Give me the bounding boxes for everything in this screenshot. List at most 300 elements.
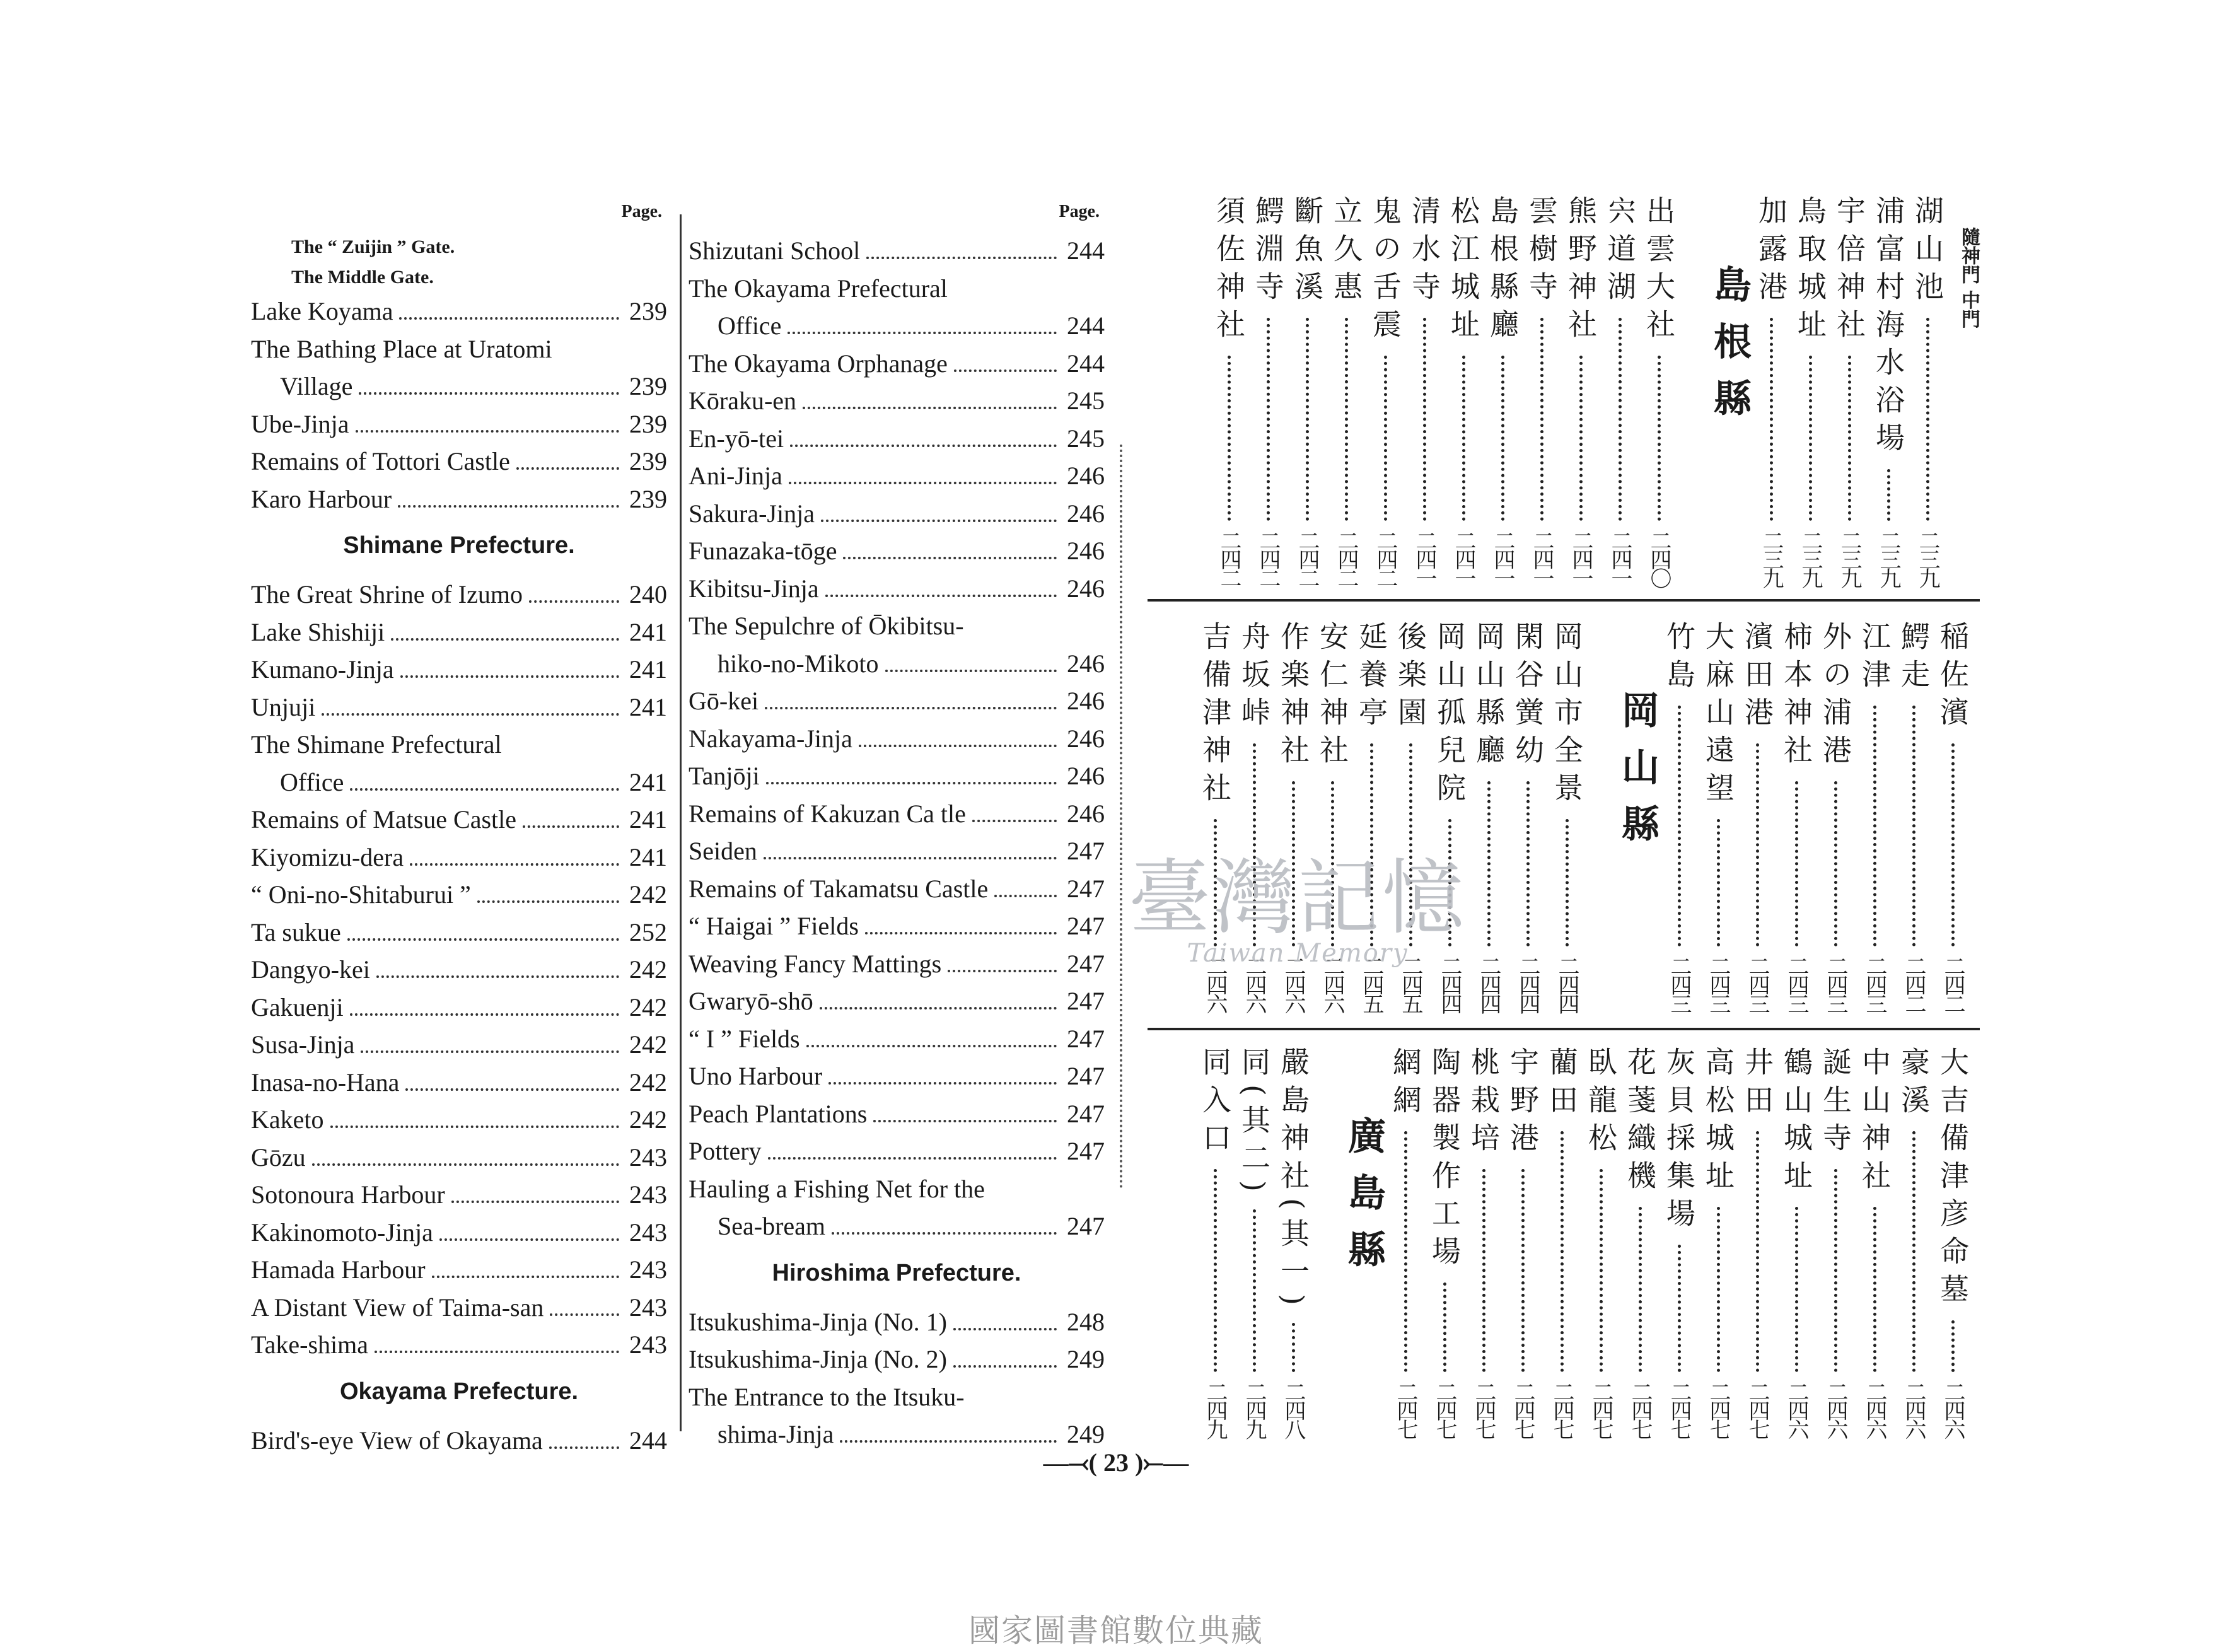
entry-page: 二四二	[1255, 530, 1281, 586]
index-entry	[689, 457, 1105, 495]
entry-title: “ Oni-no-Shitaburui ”	[251, 880, 471, 909]
dot-leader	[866, 257, 1057, 259]
entry-page: 二四三	[1823, 955, 1848, 1012]
entry-list-1	[251, 232, 667, 1459]
entry-page: 二四七	[1666, 1381, 1692, 1438]
entry-page: 二四七	[1627, 1381, 1653, 1438]
index-entry	[689, 1378, 1105, 1416]
entry-page: 二四二	[1373, 530, 1398, 586]
entry-page: 239	[629, 447, 667, 475]
index-entry-vertical	[1445, 195, 1482, 586]
entry-title: 松江城址	[1446, 195, 1480, 347]
index-entry	[251, 1139, 667, 1177]
entry-title: 外の浦港	[1818, 621, 1852, 772]
dot-leader	[1423, 318, 1426, 521]
index-entry	[251, 480, 667, 518]
dot-leader	[1678, 1245, 1681, 1372]
entry-title: Itsukushima-Jinja (No. 2)	[689, 1345, 947, 1373]
entry-page: 244	[629, 1426, 667, 1455]
entry-title: 竹島	[1662, 621, 1696, 697]
dot-leader	[994, 895, 1057, 897]
index-entry-vertical	[1543, 1047, 1580, 1438]
watermark-text: 臺灣記憶	[1129, 850, 1467, 946]
index-entry-vertical	[1523, 195, 1560, 586]
entry-page: 247	[1067, 1212, 1105, 1240]
dot-leader	[410, 863, 619, 866]
dot-leader	[398, 505, 619, 508]
entry-title: The Shimane Prefectural	[251, 730, 502, 759]
entry-title: Karo Harbour	[251, 484, 392, 513]
section-heading: Hiroshima Prefecture.	[772, 1259, 1021, 1286]
dot-leader	[766, 782, 1057, 784]
entry-page: 244	[1067, 236, 1105, 265]
entry-page: 247	[1067, 987, 1105, 1015]
index-entry	[689, 570, 1105, 608]
dot-leader	[375, 1351, 619, 1353]
dot-leader	[1951, 743, 1955, 946]
entry-page: 247	[1067, 1062, 1105, 1090]
entry-title: 嚴島神社(其一)	[1276, 1047, 1310, 1314]
index-entry	[251, 1251, 667, 1289]
dot-leader	[439, 1238, 619, 1241]
entry-title: Unjuji	[251, 692, 316, 721]
entry-title: Itsukushima-Jinja (No. 1)	[689, 1307, 947, 1336]
dot-leader	[1926, 318, 1929, 521]
entry-title: 同入口	[1198, 1047, 1232, 1160]
entry-title: hiko-no-Mikoto	[718, 649, 879, 678]
dot-leader	[828, 1082, 1057, 1085]
entry-page: 244	[1067, 349, 1105, 378]
entry-page: 二四三	[1784, 955, 1809, 1012]
entry-title: Tanjōji	[689, 762, 760, 790]
dot-leader	[1487, 781, 1491, 946]
dot-leader	[768, 1157, 1057, 1160]
section-divider	[1148, 1028, 1980, 1030]
entry-page: 241	[629, 617, 667, 646]
index-entry	[689, 1303, 1105, 1341]
entry-page: 二四三	[1745, 955, 1770, 1012]
dot-leader	[399, 317, 619, 320]
index-entry	[251, 801, 667, 839]
index-entry-vertical	[1739, 621, 1776, 1012]
index-entry	[251, 1289, 667, 1327]
entry-title: 舟坂峠	[1237, 621, 1271, 735]
entry-page: 二四五	[1359, 955, 1384, 1012]
entry-title: Sea-bream	[718, 1212, 826, 1240]
index-entry	[689, 495, 1105, 533]
entry-page: 240	[629, 580, 667, 608]
dot-leader	[1521, 1169, 1525, 1372]
index-entry	[689, 345, 1105, 383]
index-entry	[689, 1095, 1105, 1133]
index-entry-vertical	[1387, 1047, 1424, 1438]
entry-title: Sakura-Jinja	[689, 499, 815, 528]
dot-leader	[788, 332, 1057, 334]
dot-leader	[350, 788, 619, 791]
index-entry	[251, 651, 667, 689]
entry-page: 243	[629, 1293, 667, 1322]
dot-leader	[1795, 781, 1798, 946]
entry-title: 花菚織機	[1623, 1047, 1657, 1198]
index-entry-vertical	[1934, 1047, 1971, 1438]
index-entry	[689, 795, 1105, 833]
entry-page: 241	[629, 692, 667, 721]
dot-leader	[359, 392, 619, 395]
dot-leader	[832, 1232, 1057, 1235]
entry-title: 桃栽培	[1467, 1047, 1501, 1160]
entry-page: 二四一	[1451, 530, 1476, 586]
entry-title: Bird's-eye View of Okayama	[251, 1426, 543, 1455]
entry-page: 二四二	[1216, 530, 1241, 586]
entry-title: Susa-Jinja	[251, 1030, 355, 1059]
entry-page: 246	[1067, 799, 1105, 828]
index-entry	[689, 720, 1105, 758]
index-entry	[689, 420, 1105, 458]
dot-leader	[405, 1088, 619, 1091]
entry-page: 二四六	[1784, 1381, 1809, 1438]
entry-title: 中山神社	[1857, 1047, 1892, 1198]
index-entry	[251, 726, 667, 764]
entry-title: The Great Shrine of Izumo	[251, 580, 523, 608]
index-subentry: The “ Zuijin ” Gate.	[291, 236, 455, 257]
index-entry-vertical	[1549, 621, 1585, 1012]
entry-page: 248	[1067, 1307, 1105, 1336]
entry-page: 239	[629, 372, 667, 400]
index-entry	[251, 876, 667, 914]
entry-page: 247	[1067, 949, 1105, 978]
entry-page: 247	[1067, 1024, 1105, 1053]
entry-page: 243	[629, 1218, 667, 1247]
entry-page: 241	[629, 767, 667, 796]
entry-title: Peach Plantations	[689, 1099, 868, 1128]
index-entry	[689, 232, 1105, 270]
entry-title: 島根縣廳	[1485, 195, 1520, 347]
entry-title: 井田	[1740, 1047, 1774, 1122]
entry-page: 246	[1067, 574, 1105, 603]
index-entry-vertical	[1484, 195, 1521, 586]
entry-title: 稲佐濱	[1936, 621, 1970, 735]
entry-title: The Entrance to the Itsuku-	[689, 1382, 965, 1411]
entry-title: Take-shima	[251, 1330, 369, 1359]
index-entry-vertical	[1601, 195, 1638, 586]
entry-title: Kumano-Jinja	[251, 655, 394, 683]
entry-page: 247	[1067, 874, 1105, 903]
entry-page: 247	[1067, 912, 1105, 940]
entry-title: Hamada Harbour	[251, 1255, 426, 1284]
entry-title: 熊野神社	[1564, 195, 1598, 347]
dot-leader	[1600, 1169, 1603, 1372]
entry-title: shima-Jinja	[718, 1420, 834, 1448]
entry-page: 二四五	[1398, 955, 1423, 1012]
entry-page: 243	[629, 1330, 667, 1359]
entry-title: 鳥取城址	[1793, 195, 1827, 347]
index-entry-vertical	[1778, 621, 1815, 1012]
entry-title: Office	[280, 767, 344, 796]
entry-page: 243	[629, 1180, 667, 1209]
entry-title: 鰐淵寺	[1251, 195, 1285, 309]
entry-page: 二三九	[1915, 530, 1940, 586]
dot-leader	[550, 1313, 619, 1316]
entry-title: 江津	[1857, 621, 1892, 697]
index-entry	[251, 689, 667, 726]
entry-page: 二四六	[1281, 955, 1306, 1012]
index-column-1	[251, 202, 667, 1459]
dot-leader	[865, 932, 1057, 934]
entry-page: 二四四	[1437, 955, 1462, 1012]
index-entry	[689, 757, 1105, 795]
entry-title: 大吉備津彦命墓	[1936, 1047, 1970, 1312]
entry-page: 二四七	[1588, 1381, 1613, 1438]
entry-page: 二四三	[1666, 955, 1692, 1012]
index-entry	[251, 989, 667, 1027]
dot-leader	[1658, 356, 1661, 521]
index-entry-vertical	[1583, 1047, 1619, 1438]
entry-page: 246	[1067, 537, 1105, 565]
index-column-2	[689, 202, 1105, 1453]
entry-page: 242	[629, 880, 667, 909]
entry-title: Kōraku-en	[689, 387, 797, 415]
index-entry-vertical	[1250, 195, 1286, 586]
entry-page: 246	[1067, 499, 1105, 528]
dot-leader	[1501, 356, 1504, 521]
index-entry	[251, 405, 667, 443]
index-entry	[689, 382, 1105, 420]
index-entry-vertical	[1641, 195, 1677, 586]
entry-title: Kiyomizu-dera	[251, 842, 404, 871]
index-entry	[689, 607, 1105, 645]
index-entry	[689, 982, 1105, 1020]
entry-page: 245	[1067, 387, 1105, 415]
dot-leader	[840, 1440, 1057, 1443]
entry-page: 246	[1067, 462, 1105, 490]
index-entry	[689, 945, 1105, 983]
entry-title: 浦富村海水浴場	[1871, 195, 1905, 460]
dot-leader	[1912, 1131, 1915, 1372]
dot-leader	[820, 1007, 1057, 1009]
entry-page: 243	[629, 1255, 667, 1284]
entry-page: 二四六	[1320, 955, 1345, 1012]
index-entry	[689, 270, 1105, 308]
entry-title: Nakayama-Jinja	[689, 724, 852, 753]
index-entry-vertical	[1275, 1047, 1311, 1438]
entry-title: 柿本神社	[1779, 621, 1813, 772]
column-divider-wavy	[1120, 445, 1132, 1189]
index-entry-vertical	[1792, 195, 1828, 586]
dot-leader	[825, 595, 1057, 597]
dot-leader	[356, 430, 619, 433]
index-entry-vertical	[1509, 621, 1546, 1012]
entry-page: 二四二	[1940, 955, 1965, 1012]
dot-leader	[1482, 1169, 1485, 1372]
entry-title: A Distant View of Taima-san	[251, 1293, 544, 1322]
index-entry-vertical	[1504, 1047, 1541, 1438]
entry-page: 二四一	[1490, 530, 1515, 586]
index-entry-continuation	[251, 764, 667, 801]
entry-page: 二四一	[1568, 530, 1593, 586]
entry-title: 藺田	[1545, 1047, 1579, 1122]
collection-credit: 國家圖書館數位典藏	[968, 1612, 1264, 1649]
index-entry	[251, 576, 667, 614]
entry-page: 242	[629, 955, 667, 984]
dot-leader	[1912, 706, 1915, 946]
entry-title: 灰貝採集場	[1662, 1047, 1696, 1236]
index-entry	[689, 907, 1105, 945]
entry-title: 誕生寺	[1818, 1047, 1852, 1160]
index-entry	[689, 682, 1105, 720]
dot-leader	[765, 707, 1057, 709]
entry-title: Gō-kei	[689, 687, 759, 715]
japanese-index-tottori-shimane	[1148, 195, 1980, 586]
dot-leader	[885, 670, 1057, 672]
entry-page: 二四七	[1510, 1381, 1535, 1438]
dot-leader	[1267, 318, 1270, 521]
dot-leader	[972, 820, 1057, 822]
dot-leader	[806, 1045, 1057, 1047]
index-entry-vertical	[1700, 621, 1736, 1012]
entry-page: 二四六	[1901, 1381, 1926, 1438]
index-entry-vertical	[1289, 195, 1325, 586]
entry-page: 二四七	[1549, 1381, 1574, 1438]
dot-leader	[1834, 1169, 1837, 1372]
page-number: —⤙( 23 )⤚—	[1043, 1448, 1189, 1477]
entry-title: Office	[718, 311, 782, 340]
entry-title: Dangyo-kei	[251, 955, 370, 984]
index-entry	[689, 832, 1105, 870]
entry-title: 加露港	[1754, 195, 1788, 309]
dot-leader	[1404, 1131, 1407, 1372]
index-entry-vertical	[1753, 195, 1789, 586]
index-entry-vertical	[1661, 1047, 1697, 1438]
dot-leader	[1756, 1131, 1759, 1372]
entry-title: Gōzu	[251, 1143, 306, 1172]
entry-title: Remains of Kakuzan Ca tle	[689, 799, 966, 828]
entry-page: 二四四	[1476, 955, 1501, 1012]
index-entry-vertical	[1426, 1047, 1463, 1438]
entry-page: 246	[1067, 687, 1105, 715]
dot-leader	[451, 1201, 619, 1203]
dot-leader	[529, 600, 619, 603]
dot-leader	[1873, 706, 1876, 946]
entry-page: 239	[629, 409, 667, 438]
dot-leader	[1228, 356, 1231, 521]
entry-title: 岡山孤兒院	[1433, 621, 1467, 810]
index-entry-vertical	[1909, 195, 1946, 586]
entry-page: 二四一	[1529, 530, 1554, 586]
index-entry-vertical	[1856, 621, 1893, 1012]
section-divider	[1148, 599, 1980, 602]
entry-page: 二四三	[1706, 955, 1731, 1012]
index-entry-vertical	[1367, 195, 1404, 586]
index-entry	[689, 1020, 1105, 1058]
index-entry	[689, 1170, 1105, 1208]
entry-page: 241	[629, 805, 667, 834]
entry-page: 249	[1067, 1345, 1105, 1373]
entry-title: The Okayama Prefectural	[689, 274, 948, 303]
entry-title: 濱田港	[1740, 621, 1774, 735]
dot-leader	[361, 1050, 619, 1053]
index-entry-vertical	[1661, 621, 1697, 1012]
entry-page: 二四六	[1823, 1381, 1848, 1438]
entry-title: 須佐神社	[1212, 195, 1246, 347]
entry-title: “ Haigai ” Fields	[689, 912, 859, 940]
entry-title: Remains of Matsue Castle	[251, 805, 517, 834]
entry-title: Uno Harbour	[689, 1062, 823, 1090]
dot-leader	[1639, 1207, 1642, 1372]
entry-title: 臥龍松	[1584, 1047, 1618, 1160]
dot-leader	[1561, 1131, 1564, 1372]
index-entry-vertical	[1470, 621, 1507, 1012]
entry-page: 二四七	[1393, 1381, 1418, 1438]
index-entry-vertical	[1870, 195, 1907, 586]
entry-page: 二四四	[1554, 955, 1579, 1012]
index-entry	[251, 293, 667, 330]
entry-title: 陶器製作工場	[1427, 1047, 1462, 1274]
entry-page: 二三九	[1837, 530, 1862, 586]
entry-title: 清水寺	[1407, 195, 1441, 309]
entry-page: 二四一	[1607, 530, 1632, 586]
entry-title: 鬼の舌震	[1368, 195, 1402, 347]
entry-title: Seiden	[689, 837, 757, 865]
index-entry-vertical	[1211, 195, 1247, 586]
entry-page: 241	[629, 842, 667, 871]
index-entry-vertical	[1934, 621, 1971, 1012]
entry-title: “ I ” Fields	[689, 1024, 800, 1053]
entry-title: Lake Shishiji	[251, 617, 385, 646]
dot-leader	[1795, 1207, 1798, 1372]
index-entry	[251, 1326, 667, 1364]
entry-page: 二三九	[1876, 530, 1901, 586]
entry-page: 247	[1067, 837, 1105, 865]
entry-title: Gwaryō-shō	[689, 987, 813, 1015]
dot-leader	[400, 675, 619, 678]
entry-page: 二四七	[1471, 1381, 1496, 1438]
index-entry-vertical	[1465, 1047, 1502, 1438]
entry-page: 239	[629, 297, 667, 325]
dot-leader	[1384, 356, 1387, 521]
entry-title: 安仁神社	[1315, 621, 1349, 772]
index-entry	[689, 532, 1105, 570]
entry-title: Pottery	[689, 1137, 762, 1165]
dot-leader	[1770, 318, 1773, 521]
entry-page: 244	[1067, 311, 1105, 340]
dot-leader	[873, 1120, 1057, 1122]
index-entry-vertical	[1236, 1047, 1272, 1438]
entry-page: 二四九	[1241, 1381, 1267, 1438]
entry-title: Kakinomoto-Jinja	[251, 1218, 433, 1247]
entry-title: The Okayama Orphanage	[689, 349, 948, 378]
index-entry	[251, 1101, 667, 1139]
entry-title: 閑谷黉幼	[1511, 621, 1545, 772]
entry-title: Remains of Takamatsu Castle	[689, 874, 989, 903]
index-entry-continuation	[689, 307, 1105, 345]
dot-leader	[523, 825, 619, 828]
dot-leader	[1756, 743, 1759, 946]
dot-leader	[1717, 819, 1720, 946]
entry-page: 二四七	[1745, 1381, 1770, 1438]
entry-title: 斷魚溪	[1290, 195, 1324, 309]
index-entry	[251, 443, 667, 480]
dot-leader	[1526, 781, 1530, 946]
column-divider	[680, 214, 682, 1431]
watermark-subtitle: Taiwan Memory	[1187, 939, 1409, 968]
index-entry	[689, 1057, 1105, 1095]
entry-title: Lake Koyama	[251, 297, 393, 325]
entry-page: 246	[1067, 649, 1105, 678]
page-label: Page.	[621, 202, 662, 221]
dot-leader	[954, 369, 1057, 372]
index-entry-vertical	[1562, 195, 1599, 586]
entry-title: Kibitsu-Jinja	[689, 574, 819, 603]
